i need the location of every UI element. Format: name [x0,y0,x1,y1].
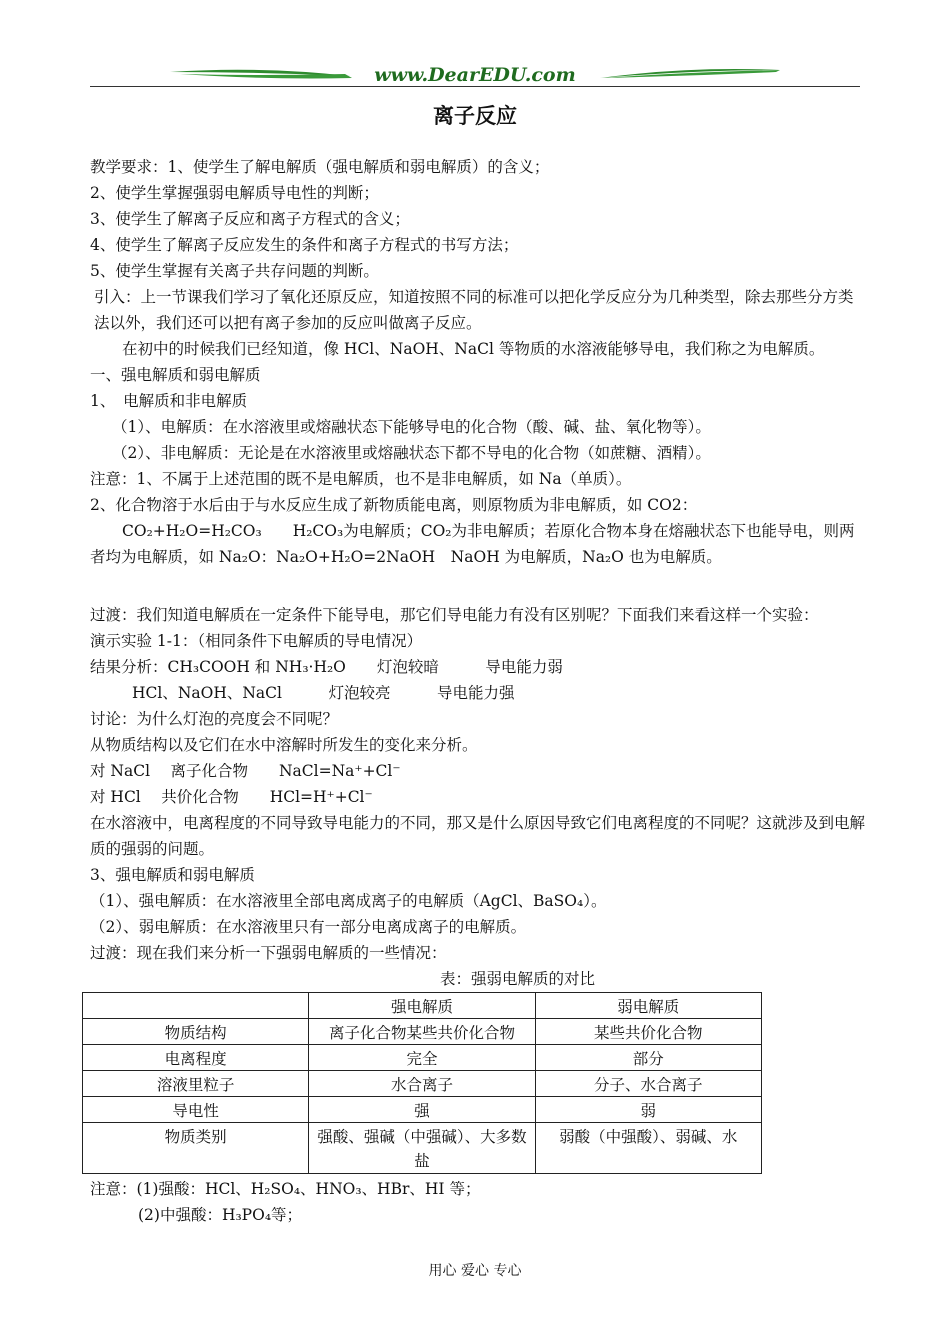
table-cell: 分子、水合离子 [535,1071,761,1097]
table-row [83,1097,762,1123]
table-cell: 物质类别 [83,1123,309,1174]
table-caption: 表：强弱电解质的对比 [439,970,595,988]
table-header-cell [83,993,309,1019]
text-line: （2）、弱电解质：在水溶液里只有一部分电离成离子的电解质。 [90,918,527,936]
text-line: （1）、电解质：在水溶液里或熔融状态下能够导电的化合物（酸、碱、盐、氧化物等）。 [112,418,711,436]
text-line: （2）、非电解质：无论是在水溶液里或熔融状态下都不导电的化合物（如蔗糖、酒精）。 [112,444,711,462]
table-cell: 部分 [535,1045,761,1071]
text-line: 注意：1、不属于上述范围的既不是电解质，也不是非电解质，如 Na（单质）。 [90,470,632,488]
table-cell: 完全 [309,1045,535,1071]
text-line: HCl、NaOH、NaCl 灯泡较亮 导电能力强 [132,684,515,702]
table-cell: 电离程度 [83,1045,309,1071]
text-line: 5、使学生掌握有关离子共存问题的判断。 [90,262,379,280]
text-line: 讨论：为什么灯泡的亮度会不同呢？ [90,710,339,728]
text-line: 注意：(1)强酸：HCl、H₂SO₄、HNO₃、HBr、HI 等； [90,1180,481,1198]
table-row [83,1019,762,1045]
section-heading: 一、强电解质和弱电解质 [90,366,261,384]
text-line: 对 NaCl 离子化合物 NaCl=Na⁺+Cl⁻ [90,762,401,780]
text-line: 教学要求：1、使学生了解电解质（强电解质和弱电解质）的含义； [90,158,550,176]
table-header-row [83,993,762,1019]
table-header-cell: 弱电解质 [535,993,761,1019]
text-line: 3、使学生了解离子反应和离子方程式的含义； [90,210,410,228]
table-cell: 强 [309,1097,535,1123]
table-cell: 导电性 [83,1097,309,1123]
table-cell: 弱 [535,1097,761,1123]
table-cell: 弱酸（中强酸）、弱碱、水 [535,1123,761,1174]
text-paragraph: 引入：上一节课我们学习了氧化还原反应，知道按照不同的标准可以把化学反应分为几种类型，除去那些分方类法以外，我们还可以把有离子参加的反应叫做离子反应。 [94,288,854,332]
equation-paragraph: CO₂+H₂O=H₂CO₃ H₂CO₃为电解质；CO₂为非电解质；若原化合物本身在熔融状态下也能导电，则两者均为电解质，如 Na₂O：Na₂O+H₂O=2NaOH NaOH 为电解质，Na₂O 也为电解质。 [90,522,855,566]
subsection-heading: 3、强电解质和弱电解质 [90,866,255,884]
text-line: 在初中的时候我们已经知道，像 HCl、NaOH、NaCl 等物质的水溶液能够导电，我们称之为电解质。 [122,340,825,358]
table-row [83,1045,762,1071]
table-cell: 某些共价化合物 [535,1019,761,1045]
page-footer: 用心 爱心 专心 [428,1263,522,1279]
table-row [83,1123,762,1174]
text-line: 对 HCl 共价化合物 HCl=H⁺+Cl⁻ [90,788,373,806]
document-body [90,154,865,1228]
comparison-table [82,992,762,1174]
text-line: (2)中强酸：H₃PO₄等； [138,1206,303,1224]
table-header-cell: 强电解质 [309,993,535,1019]
table-cell: 溶液里粒子 [83,1071,309,1097]
header-rule [90,86,860,87]
table-cell: 强酸、强碱（中强碱）、大多数盐 [309,1123,535,1174]
text-paragraph: 在水溶液中，电离程度的不同导致导电能力的不同，那又是什么原因导致它们电离程度的不同呢？这就涉及到电解质的强弱的问题。 [90,814,866,858]
text-line: 过渡：现在我们来分析一下强弱电解质的一些情况： [90,944,447,962]
site-logo-text[interactable]: www.DearEDU.com [374,64,576,86]
text-line: 4、使学生了解离子反应发生的条件和离子方程式的书写方法； [90,236,519,254]
table-row [83,1071,762,1097]
page-title: 离子反应 [433,104,517,128]
text-line: （1）、强电解质：在水溶液里全部电离成离子的电解质（AgCl、BaSO₄）。 [90,892,607,910]
table-cell: 离子化合物某些共价化合物 [309,1019,535,1045]
text-line: 演示实验 1-1：（相同条件下电解质的导电情况） [90,632,423,650]
table-cell: 水合离子 [309,1071,535,1097]
text-line: 过渡：我们知道电解质在一定条件下能导电，那它们导电能力有没有区别呢？下面我们来看这样一个实验： [90,606,819,624]
text-line: 2、使学生掌握强弱电解质导电性的判断； [90,184,379,202]
text-line: 2、化合物溶于水后由于与水反应生成了新物质能电离，则原物质为非电解质，如 CO2： [90,496,698,514]
subsection-heading: 1、 电解质和非电解质 [90,392,248,410]
text-line: 从物质结构以及它们在水中溶解时所发生的变化来分析。 [90,736,478,754]
table-cell: 物质结构 [83,1019,309,1045]
text-line: 结果分析：CH₃COOH 和 NH₃·H₂O 灯泡较暗 导电能力弱 [90,658,563,676]
